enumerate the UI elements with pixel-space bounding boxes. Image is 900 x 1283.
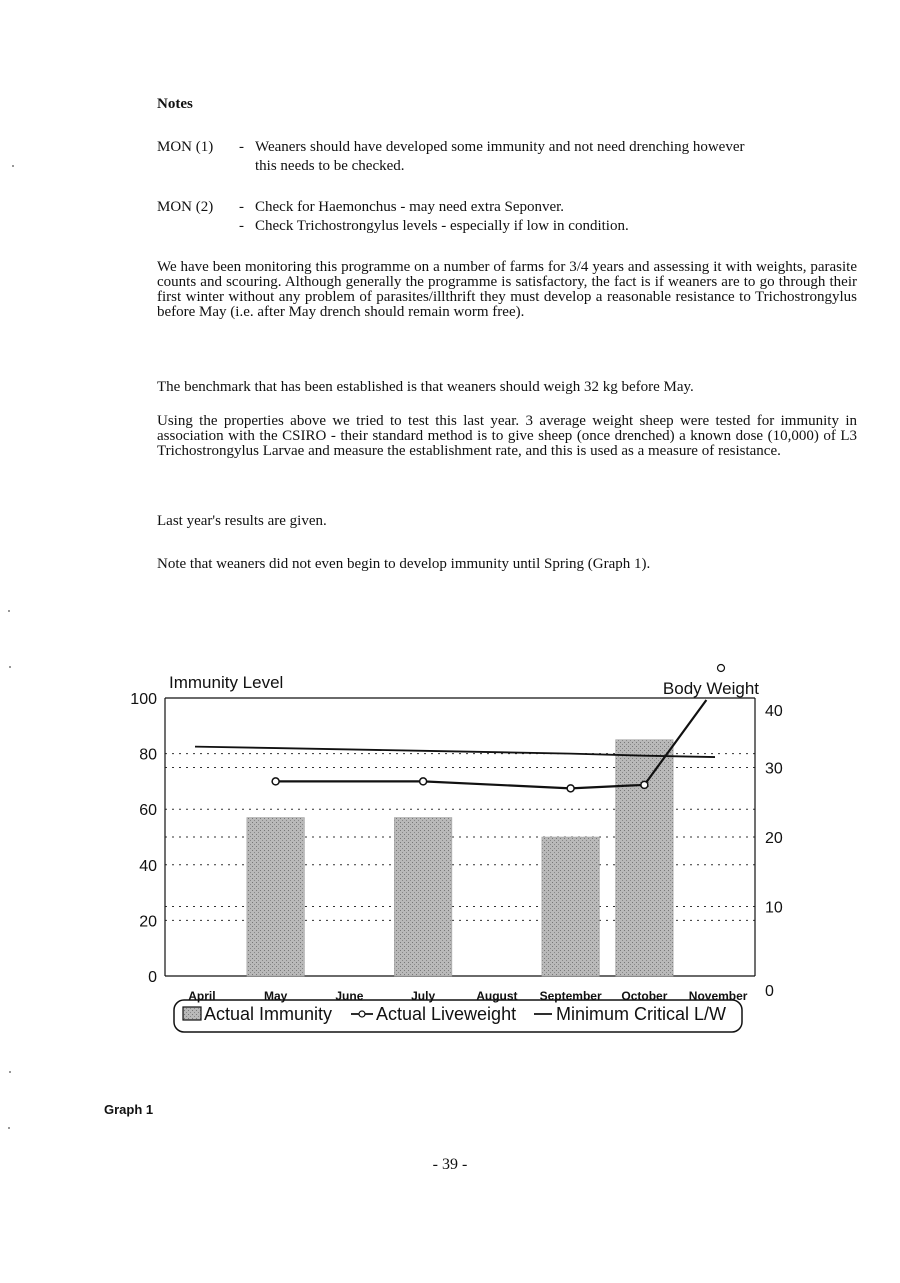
legend-label-minimum: Minimum Critical L/W: [556, 1004, 727, 1024]
marker-actual-liveweight: [420, 778, 427, 785]
y-tick-right: 30: [765, 760, 783, 778]
bar-actual-immunity: [247, 818, 305, 976]
x-tick-label: May: [263, 989, 288, 1003]
legend-swatch-immunity: [183, 1007, 201, 1020]
marker-actual-liveweight: [272, 778, 279, 785]
y-tick-right: 40: [765, 703, 783, 720]
paragraph-properties: Using the properties above we tried to test this last year. 3 average weight sheep were tested for immunity in association with the CSIRO - their standard method is to give sheep (once drenched) a known dose (10,000) of L3 Trichostrongylus Larvae and measure the establishment rate, and this is used as a measure of resistance.: [157, 413, 857, 459]
y-tick-left: 0: [148, 969, 157, 986]
mon2-block: MON (2) - Check for Haemonchus - may need extra Seponver. - Check Trichostrongylus levels - especially if low in condition.: [157, 199, 629, 234]
y-tick-left: 80: [139, 746, 157, 764]
mon1-block: MON (1) - Weaners should have developed some immunity and not need drenching however this needs to be checked.: [157, 138, 857, 178]
legend-label-liveweight: Actual Liveweight: [376, 1004, 517, 1024]
y-tick-left: 40: [139, 857, 157, 875]
legend-marker-liveweight: [359, 1011, 365, 1017]
paragraph-results: Last year's results are given.: [157, 513, 327, 529]
notes-heading: Notes: [157, 96, 193, 112]
legend-label-immunity: Actual Immunity: [204, 1004, 333, 1024]
x-tick-label: August: [476, 989, 518, 1003]
mon2-line2: Check Trichostrongylus levels - especially if low in condition.: [255, 218, 629, 234]
scan-speck: [8, 610, 10, 612]
y-tick-right: 20: [765, 830, 783, 847]
y-tick-left: 20: [139, 913, 157, 931]
chart-svg: [100, 650, 820, 1060]
marker-actual-liveweight: [718, 665, 725, 672]
mon1-label: MON (1): [157, 139, 214, 155]
bar-actual-immunity: [616, 740, 674, 976]
x-tick-label: April: [188, 989, 216, 1003]
x-tick-label: November: [688, 989, 748, 1003]
mon1-line1-cont: this needs to be checked.: [255, 158, 405, 174]
paragraph-immunity-note: Note that weaners did not even begin to develop immunity until Spring (Graph 1).: [157, 556, 651, 572]
x-tick-label: September: [539, 989, 602, 1003]
mon2-label: MON (2): [157, 199, 214, 215]
page-number: - 39 -: [432, 1156, 468, 1173]
scan-speck: [12, 165, 14, 167]
y-tick-right: 0: [765, 983, 774, 1000]
paragraph-benchmark: The benchmark that has been established is that weaners should weigh 32 kg before May.: [157, 379, 694, 395]
scan-speck: [9, 1071, 11, 1073]
scan-speck: [9, 666, 11, 668]
y-tick-left: 60: [139, 802, 157, 820]
mon1-line1: Weaners should have developed some immunity and not need drenching however: [255, 139, 745, 155]
x-tick-label: July: [411, 989, 436, 1003]
graph-label: Graph 1: [104, 1102, 154, 1117]
bar-actual-immunity: [394, 818, 452, 976]
mon2-line1: Check for Haemonchus - may need extra Seponver.: [255, 199, 565, 215]
chart-title-right: Body Weight: [662, 679, 759, 698]
y-tick-left: 100: [130, 691, 157, 708]
scan-speck: [8, 1127, 10, 1129]
chart-title-left: Immunity Level: [169, 673, 284, 692]
x-tick-label: June: [335, 989, 364, 1003]
marker-actual-liveweight: [641, 781, 648, 788]
paragraph-monitoring: We have been monitoring this programme on a number of farms for 3/4 years and assessing it with weights, parasite counts and scouring. Although generally the programme is satisfactory, the fact is if weaners are to go through their first winter without any problem of parasites/illthrift they must develop a reasonable resistance to Trichostrongylus before May (i.e. after May drench should remain worm free).: [157, 259, 857, 320]
y-tick-right: 10: [765, 899, 783, 917]
graph-1-chart: [100, 650, 820, 1060]
bar-actual-immunity: [542, 837, 600, 976]
marker-actual-liveweight: [567, 785, 574, 792]
x-tick-label: October: [621, 989, 668, 1003]
